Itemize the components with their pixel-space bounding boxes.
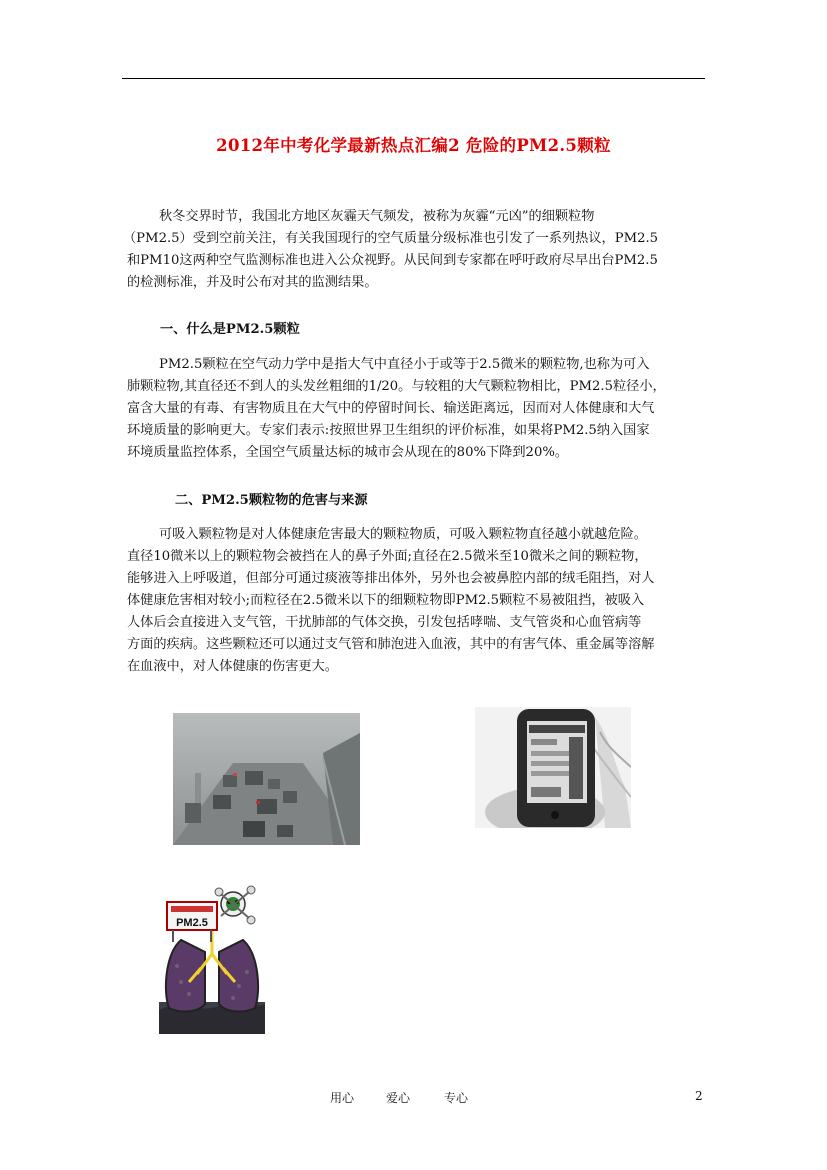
- text-line: PM2.5颗粒在空气动力学中是指大气中直径小于或等于2.5微米的颗粒物,也称为可入: [159, 357, 650, 372]
- intro-paragraph: [123, 206, 705, 294]
- text-line: 直径10微米以上的颗粒物会被挡在人的鼻子外面;直径在2.5微米至10微米之间的颗粒物，: [127, 549, 648, 564]
- text-line: 肺颗粒物,其直径还不到人的头发丝粗细的1/20。与较粗的大气颗粒物相比，PM2.5粒径小，: [127, 379, 666, 394]
- footer-motto: 爱心: [386, 1091, 411, 1105]
- text-line: 富含大量的有毒、有害物质且在大气中的停留时间长、输送距离远，因而对人体健康和大气: [127, 401, 655, 416]
- section2-heading: 二、PM2.5颗粒物的危害与来源: [175, 493, 368, 508]
- section1-paragraph: [127, 354, 705, 464]
- footer-motto: 专心: [444, 1091, 469, 1105]
- smog-traffic-photo: [173, 713, 360, 845]
- page-number: 2: [695, 1089, 703, 1103]
- section1-heading: 一、什么是PM2.5颗粒: [160, 322, 300, 337]
- text-line: 能够进入上呼吸道，但部分可通过痰液等排出体外，另外也会被鼻腔内部的绒毛阻挡，对人: [127, 571, 655, 586]
- text-line: 体健康危害相对较小;而粒径在2.5微米以下的细颗粒物即PM2.5颗粒不易被阻挡，被吸入: [127, 593, 645, 608]
- text-line: 可吸入颗粒物是对人体健康危害最大的颗粒物质，可吸入颗粒物直径越小就越危险。: [159, 527, 647, 542]
- page-title: 2012年中考化学最新热点汇编2 危险的PM2.5颗粒: [216, 136, 611, 155]
- text-line: 的检测标准，并及时公布对其的监测结果。: [127, 275, 378, 290]
- text-line: 环境质量的影响更大。专家们表示:按照世界卫生组织的评价标准，如果将PM2.5纳入国家: [127, 423, 650, 438]
- text-line: 人体后会直接进入支气管，干扰肺部的气体交换，引发包括哮喘、支气管炎和心血管病等: [127, 615, 642, 630]
- text-line: （PM2.5）受到空前关注，有关我国现行的空气质量分级标准也引发了一系列热议，PM2.5: [123, 231, 659, 246]
- header-rule: [122, 78, 705, 79]
- text-line: 方面的疾病。这些颗粒还可以通过支气管和肺泡进入血液，其中的有害气体、重金属等溶解: [127, 637, 655, 652]
- poster-label: PM2.5: [176, 917, 208, 929]
- pm25-monitor-photo: [475, 707, 631, 828]
- text-line: 和PM10这两种空气监测标准也进入公众视野。从民间到专家都在呼吁政府尽早出台PM2.5: [127, 253, 658, 268]
- text-line: 在血液中，对人体健康的伤害更大。: [127, 659, 338, 674]
- text-line: 秋冬交界时节，我国北方地区灰霾天气频发，被称为灰霾“元凶”的细颗粒物: [159, 209, 595, 224]
- text-line: 环境质量监控体系，全国空气质量达标的城市会从现在的80%下降到20%。: [127, 445, 569, 460]
- footer-motto: 用心: [330, 1091, 355, 1105]
- section2-paragraph: [127, 524, 712, 678]
- pm25-lungs-poster: [159, 882, 265, 1034]
